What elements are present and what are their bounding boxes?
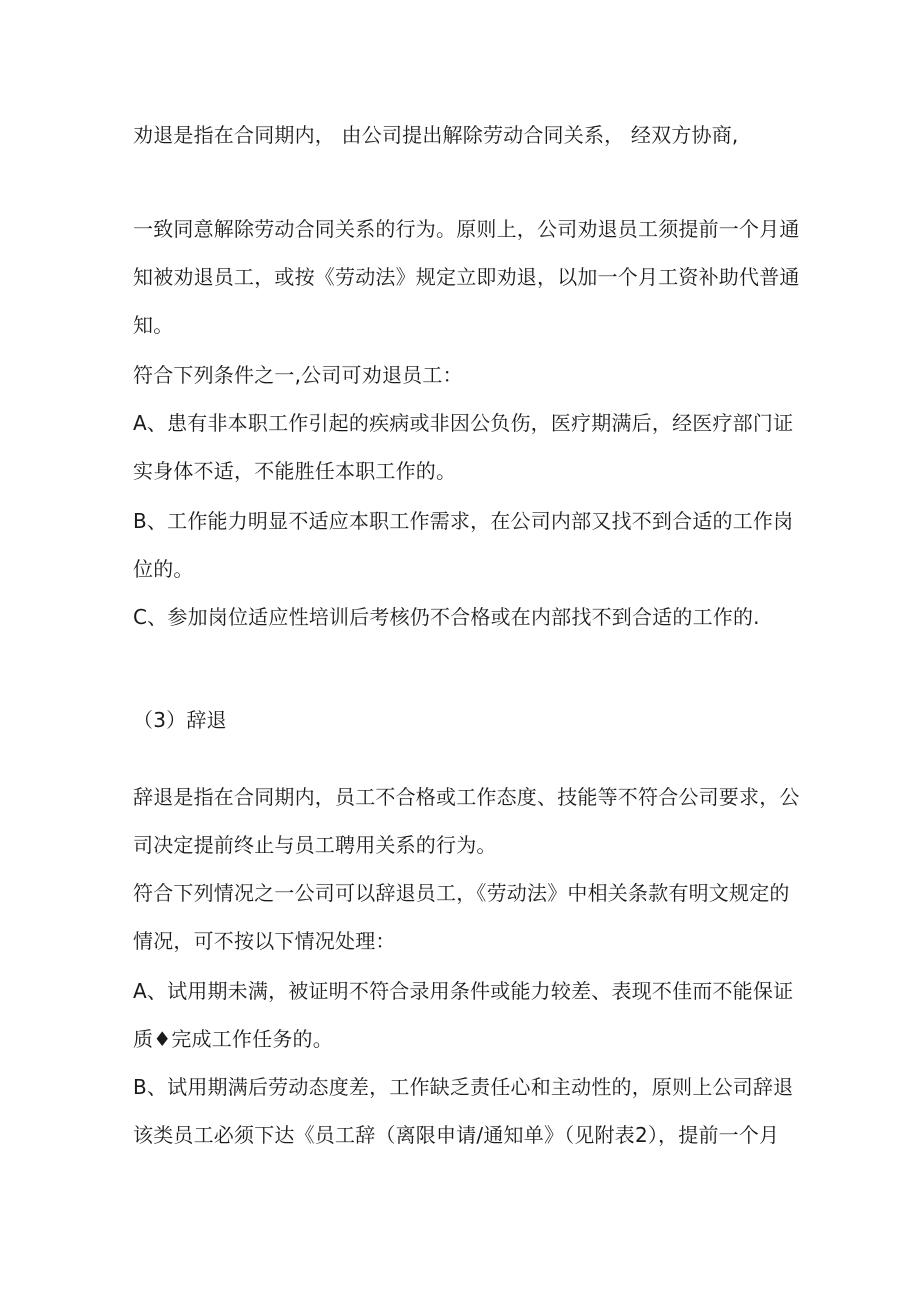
list-item-line: 质♦完成工作任务的。: [133, 1027, 333, 1051]
paragraph-line: 一致同意解除劳动合同关系的行为。原则上，公司劝退员工须提前一个月通: [133, 217, 800, 241]
list-item-line: A、患有非本职工作引起的疾病或非因公负伤，医疗期满后，经医疗部门证: [133, 411, 794, 435]
paragraph-line: 司决定提前终止与员工聘用关系的行为。: [133, 833, 497, 857]
section-heading: （3）辞退: [133, 708, 227, 732]
paragraph-line: 情况，可不按以下情况处理：: [133, 929, 396, 953]
paragraph-line: 符合下列条件之一,公司可劝退员工：: [133, 363, 463, 387]
list-item-line: C、参加岗位适应性培训后考核仍不合格或在内部找不到合适的工作的.: [133, 605, 760, 629]
list-item-line: B、试用期满后劳动态度差，工作缺乏责任心和主动性的，原则上公司辞退: [133, 1075, 794, 1099]
paragraph-line: 符合下列情况之一公司可以辞退员工，《劳动法》中相关条款有明文规定的: [133, 881, 790, 905]
list-item-line: 该类员工必须下达《员工辞（离限申请/通知单》（见附表2），提前一个月: [133, 1123, 780, 1147]
paragraph-line: 劝退是指在合同期内， 由公司提出解除劳动合同关系， 经双方协商,: [133, 123, 739, 147]
paragraph-line: 知被劝退员工，或按《劳动法》规定立即劝退，以加一个月工资补助代普通: [133, 265, 800, 289]
list-item-line: 实身体不适，不能胜任本职工作的。: [133, 459, 457, 483]
list-item-line: A、试用期未满，被证明不符合录用条件或能力较差、表现不佳而不能保证: [133, 979, 794, 1003]
list-item-line: 位的。: [133, 557, 194, 581]
list-item-line: B、工作能力明显不适应本职工作需求，在公司内部又找不到合适的工作岗: [133, 509, 794, 533]
paragraph-line: 辞退是指在合同期内，员工不合格或工作态度、技能等不符合公司要求，公: [133, 785, 800, 809]
paragraph-line: 知。: [133, 313, 174, 337]
